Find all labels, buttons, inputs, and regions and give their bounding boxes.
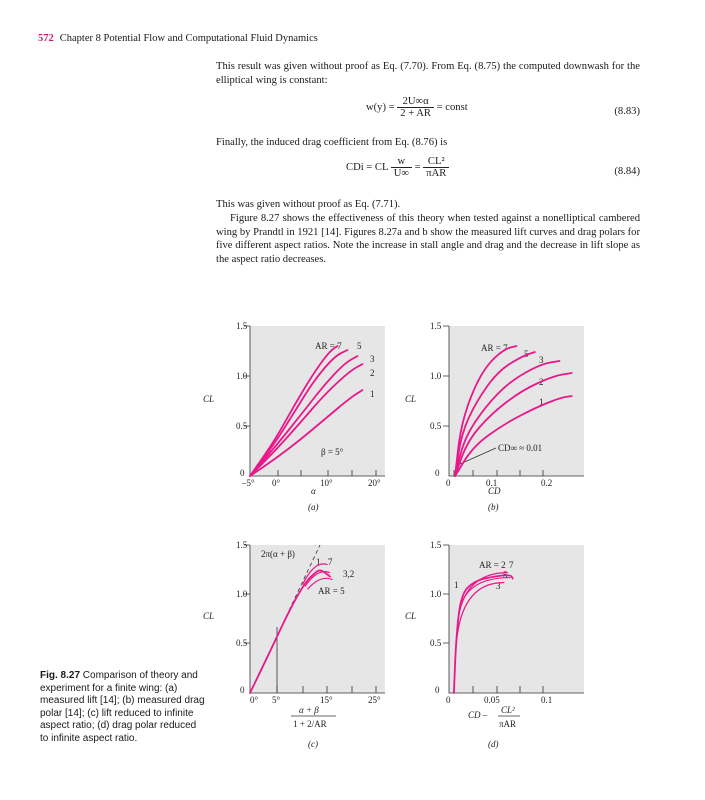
eq2-num2: CL² [423,156,449,168]
panel-b-ar3: 3 [539,355,544,365]
panel-c-xtick-0: 0° [250,695,259,705]
panel-d [405,540,584,749]
panel-c-n1: 1 [316,557,321,567]
panel-c-theory: 2π(α + β) [261,549,295,559]
panel-c-ar5: AR = 5 [318,586,345,596]
after-paragraph: This was given without proof as Eq. (7.71). [216,199,401,210]
panel-d-xlabel-den: πAR [499,719,517,729]
eq1-rhs: = const [436,101,468,113]
panel-c-n7: 7 [328,557,333,567]
panel-d-ytick-0: 0 [435,685,440,695]
panel-d-n3: 3 [496,581,501,591]
panel-d-xlabel-num: CL² [501,705,515,715]
panel-c-ylabel: CL [203,611,215,621]
eq2-lhs: CDi = CL [346,161,389,173]
panel-c-ytick-0.5: 0.5 [236,638,248,648]
panel-a-ytick-0.5: 0.5 [236,421,248,431]
panel-b-ar7: AR = 7 [481,343,508,353]
panel-a-ytick-1.5: 1.5 [236,321,248,331]
panel-b-ylabel: CL [405,394,417,404]
panel-c-background [250,545,385,693]
mid-paragraph: Finally, the induced drag coefficient from Eq. (8.76) is [216,137,448,148]
panel-a-ytick-0: 0 [240,468,245,478]
eq2-num1: w [391,156,412,168]
eq1-number: (8.83) [614,106,640,117]
panel-a-ar3: 3 [370,354,375,364]
panel-b-cd0: CD∞ ≈ 0.01 [498,443,543,453]
panel-b-xtick-0.1: 0.1 [486,478,498,488]
panel-d-n1: 1 [454,580,459,590]
panel-c-xtick-25: 25° [368,695,381,705]
panel-c-xlabel-den: 1 + 2/AR [293,719,327,729]
panel-d-n7: 7 [509,560,514,570]
panel-d-ar2: AR = 2 [479,560,506,570]
panel-d-n5: 5 [503,570,508,580]
panel-b-ytick-0: 0 [435,468,440,478]
panel-b-xtick-0.2: 0.2 [541,478,553,488]
intro-paragraph: This result was given without proof as Eq. (7.70). From Eq. (8.75) the computed downwash for the elliptical wing is constant: [216,61,640,86]
panel-a-xtick-0: 0° [272,478,281,488]
eq1-lhs: w(y) = [366,101,395,113]
eq2-den1: U∞ [393,168,409,179]
panel-c-xlabel-num: α + β [299,705,319,715]
panel-b-ar1: 1 [539,397,544,407]
eq1-denominator: 2 + AR [400,108,431,119]
panel-b-xlabel: CD [488,486,501,496]
panel-b-xtick-0: 0 [446,478,451,488]
panel-a-label: (a) [308,502,319,512]
panel-b-ytick-0.5: 0.5 [430,421,442,431]
panel-a-ar7: AR = 7 [315,341,342,351]
panel-a-ytick-1.0: 1.0 [236,371,248,381]
panel-d-ytick-1.0: 1.0 [430,589,442,599]
eq1-numerator: 2U∞α [397,96,434,108]
panel-a-ar1: 1 [370,389,375,399]
panel-a-beta: β = 5° [321,447,344,457]
eq2-number: (8.84) [614,166,640,177]
panel-d-xlabel-lhs: CD – [468,710,488,720]
chapter-title: Chapter 8 Potential Flow and Computational Fluid Dynamics [59,33,318,44]
panel-b-ytick-1.0: 1.0 [430,371,442,381]
panel-c-xtick-15: 15° [320,695,333,705]
panel-c-ytick-1.0: 1.0 [236,589,248,599]
caption-label: Fig. 8.27 [40,670,81,681]
figure-description-paragraph: Figure 8.27 shows the effectiveness of this theory when tested against a nonelliptical cambered wing by Prandtl in 1921 [14]. Figures 8.27a and b show the measured lift curves and drag polars for five different aspect ratios. Note the increase in stall angle and drag and the decrease in lift slope as the aspect ratio decreases. [216,213,640,265]
eq2-den2: πAR [426,168,447,179]
figure-caption [40,670,205,746]
panel-d-label: (d) [488,739,499,749]
panel-d-xtick-0: 0 [446,695,451,705]
caption-text: Comparison of theory and experiment for a finite wing: (a) measured lift [14]; (b) measured drag polar [14]; (c) lift reduced to infinite aspect ratio; (d) drag polar reduced to infinite aspect ratio. [40,670,205,744]
eq2-equals: = [414,161,421,173]
panel-d-ytick-0.5: 0.5 [430,638,442,648]
panel-d-xtick-0.1: 0.1 [541,695,553,705]
panel-a-xlabel: α [311,486,316,496]
panel-c-ytick-0: 0 [240,685,245,695]
panel-c [203,540,385,749]
panel-d-ytick-1.5: 1.5 [430,540,442,550]
panel-a-xtick-10: 10° [320,478,333,488]
panel-d-background [449,545,584,693]
panel-a-ylabel: CL [203,394,215,404]
panel-d-ylabel: CL [405,611,417,621]
panel-b-ar5: 5 [524,349,529,359]
panel-b [405,321,584,512]
panel-a-xtick-20: 20° [368,478,381,488]
panel-c-xtick-5: 5° [272,695,281,705]
panel-b-ar2: 2 [539,377,544,387]
panel-b-label: (b) [488,502,499,512]
panel-b-ytick-1.5: 1.5 [430,321,442,331]
page-number: 572 [38,33,54,44]
panel-a [203,321,385,512]
panel-c-ytick-1.5: 1.5 [236,540,248,550]
panel-d-xtick-0.05: 0.05 [484,695,500,705]
panel-c-label: (c) [308,739,318,749]
panel-c-n32: 3,2 [343,569,355,579]
panel-a-xtick-m5: –5° [242,478,255,488]
panel-a-ar2: 2 [370,368,375,378]
panel-a-ar5: 5 [357,341,362,351]
